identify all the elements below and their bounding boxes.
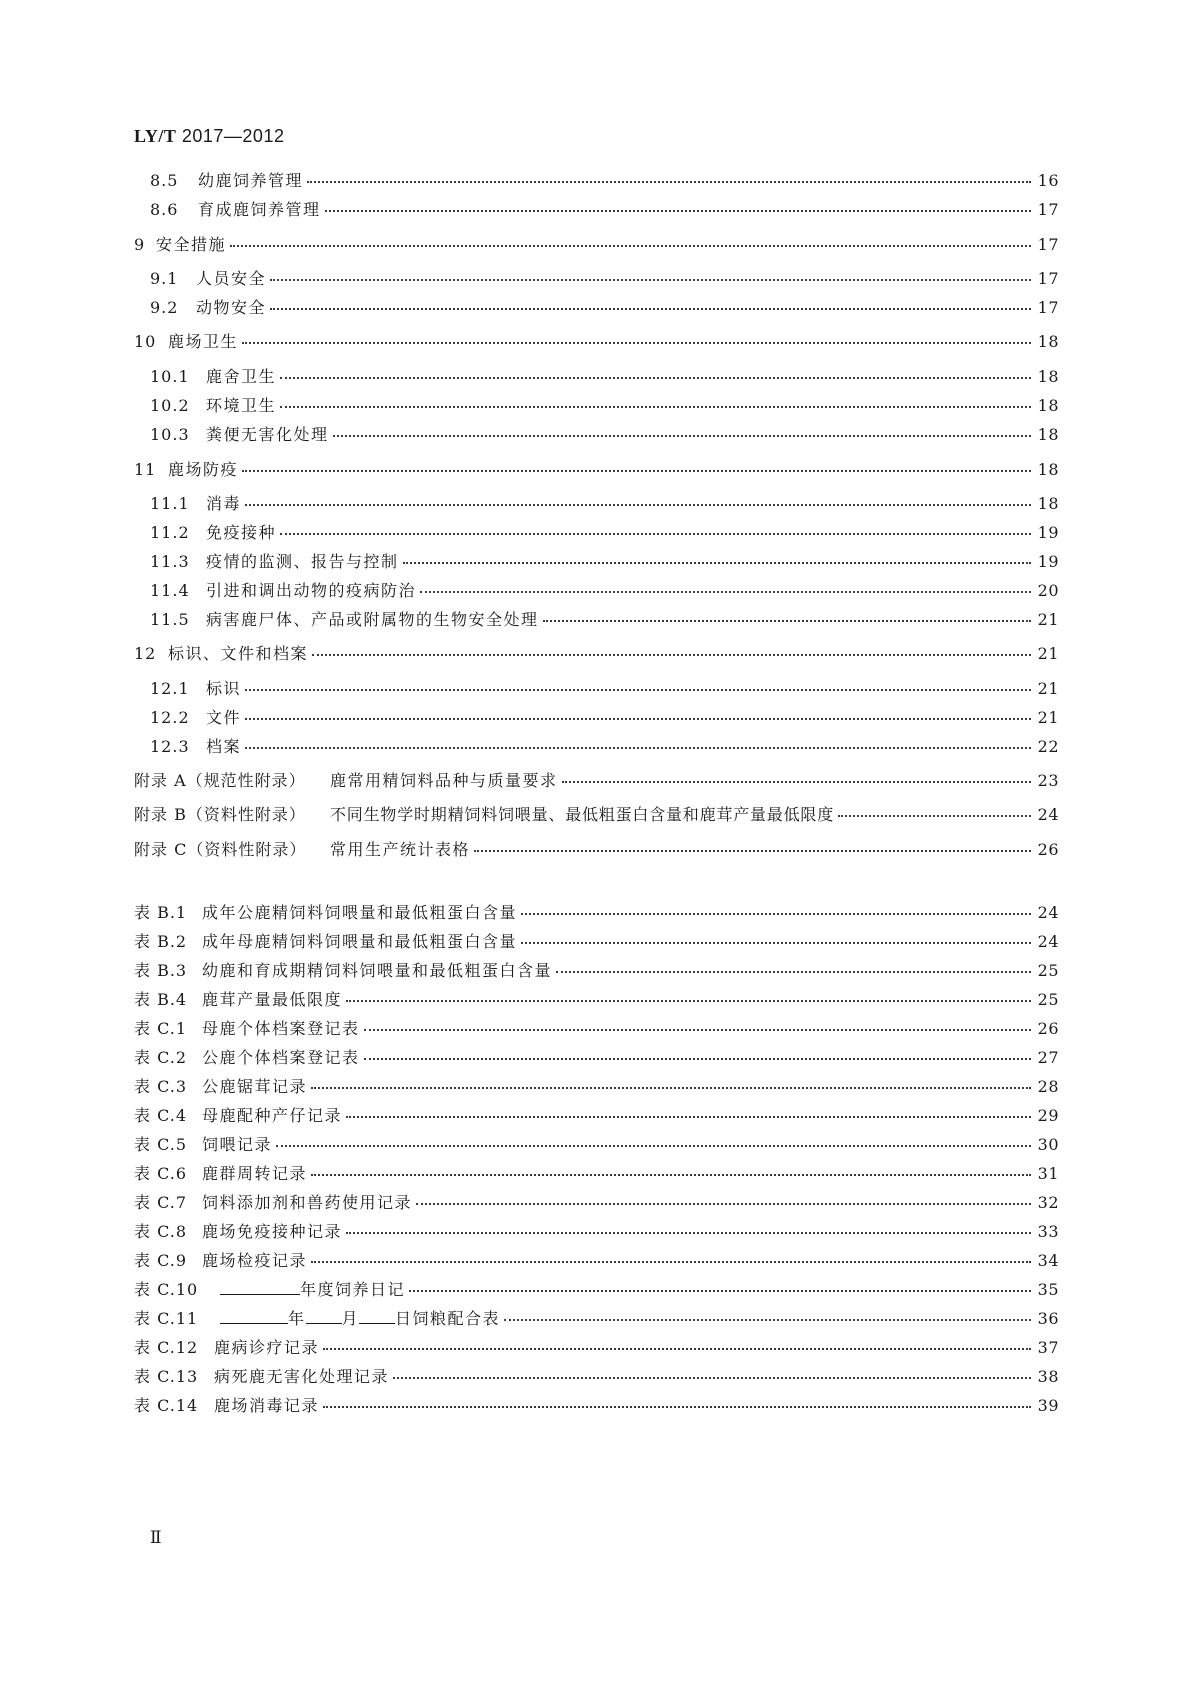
entry-page: 16 xyxy=(1037,171,1059,190)
entry-page: 21 xyxy=(1037,708,1059,727)
toc-entry-11-1[interactable] xyxy=(150,491,1059,515)
entry-number: 12.2 xyxy=(150,708,190,727)
table-title: 年度饲养日记 xyxy=(300,1280,406,1299)
entry-page: 19 xyxy=(1037,523,1059,542)
dot-leader xyxy=(280,519,1031,535)
dot-leader xyxy=(280,392,1031,408)
table-number: 表 C.13 xyxy=(134,1367,199,1386)
dot-leader xyxy=(521,899,1031,915)
toc-appendix-b[interactable] xyxy=(134,802,1059,826)
table-page: 30 xyxy=(1037,1135,1059,1154)
table-title: 成年母鹿精饲料饲喂量和最低粗蛋白含量 xyxy=(202,932,518,951)
entry-page: 18 xyxy=(1037,460,1059,479)
table-number: 表 C.4 xyxy=(134,1106,188,1125)
dot-leader xyxy=(325,196,1031,212)
dot-leader xyxy=(543,606,1031,622)
dot-leader xyxy=(276,1131,1031,1147)
dot-leader xyxy=(245,675,1031,691)
entry-page: 21 xyxy=(1037,610,1059,629)
table-title: 母鹿配种产仔记录 xyxy=(202,1106,343,1125)
entry-page: 17 xyxy=(1037,298,1059,317)
entry-page: 17 xyxy=(1037,269,1059,288)
toc-table-c7[interactable] xyxy=(134,1190,1059,1214)
entry-title: 幼鹿饲养管理 xyxy=(198,171,304,190)
entry-title: 育成鹿饲养管理 xyxy=(198,200,321,219)
entry-title: 不同生物学时期精饲料饲喂量、最低粗蛋白含量和鹿茸产量最低限度 xyxy=(330,805,835,824)
table-number: 表 C.11 xyxy=(134,1309,199,1328)
table-page: 39 xyxy=(1037,1396,1059,1415)
table-number: 表 C.1 xyxy=(134,1019,188,1038)
table-title: 饲料添加剂和兽药使用记录 xyxy=(202,1193,413,1212)
entry-page: 26 xyxy=(1037,840,1059,859)
table-page: 33 xyxy=(1037,1222,1059,1241)
table-title: 鹿茸产量最低限度 xyxy=(202,990,343,1009)
table-number: 表 B.3 xyxy=(134,961,188,980)
standard-year: 2017—2012 xyxy=(181,126,285,146)
toc-entry-11[interactable] xyxy=(134,457,1059,481)
dot-leader xyxy=(312,640,1031,656)
page-number-roman: Ⅱ xyxy=(150,1528,162,1548)
entry-number: 10.2 xyxy=(150,396,190,415)
toc-appendix-a[interactable] xyxy=(134,768,1059,792)
entry-number: 9.1 xyxy=(150,269,179,288)
entry-number: 11.3 xyxy=(150,552,190,571)
table-page: 37 xyxy=(1037,1338,1059,1357)
entry-page: 18 xyxy=(1037,367,1059,386)
toc-entry-12-1[interactable] xyxy=(150,676,1059,700)
toc-table-c11[interactable] xyxy=(134,1306,1059,1330)
toc-table-c5[interactable] xyxy=(134,1132,1059,1156)
table-page: 34 xyxy=(1037,1251,1059,1270)
table-number: 表 C.14 xyxy=(134,1396,199,1415)
dot-leader xyxy=(333,421,1031,437)
table-title: 公鹿个体档案登记表 xyxy=(202,1048,360,1067)
toc-entry-8-5[interactable] xyxy=(150,168,1059,192)
entry-number: 12 xyxy=(134,644,157,663)
table-number: 表 C.9 xyxy=(134,1251,188,1270)
table-page: 25 xyxy=(1037,961,1059,980)
table-number: 表 C.7 xyxy=(134,1193,188,1212)
dot-leader xyxy=(242,328,1031,344)
toc-table-b4[interactable] xyxy=(134,987,1059,1011)
entry-title: 鹿常用精饲料品种与质量要求 xyxy=(330,771,558,790)
entry-title: 鹿场防疫 xyxy=(168,460,239,479)
entry-page: 23 xyxy=(1037,771,1059,790)
entry-title: 消毒 xyxy=(206,494,242,513)
toc-entry-9[interactable] xyxy=(134,232,1059,256)
toc-entry-8-6[interactable] xyxy=(150,197,1059,221)
dot-leader xyxy=(346,986,1031,1002)
dot-leader xyxy=(323,1392,1031,1408)
table-title: 病死鹿无害化处理记录 xyxy=(214,1367,390,1386)
table-page: 24 xyxy=(1037,903,1059,922)
day-blank xyxy=(359,1307,395,1324)
entry-number: 11.5 xyxy=(150,610,190,629)
dot-leader xyxy=(556,957,1031,973)
entry-number: 10 xyxy=(134,332,157,351)
dot-leader xyxy=(838,801,1031,817)
dot-leader xyxy=(393,1363,1031,1379)
entry-number: 11.4 xyxy=(150,581,190,600)
table-page: 36 xyxy=(1037,1309,1059,1328)
entry-number: 10.1 xyxy=(150,367,190,386)
entry-number: 9 xyxy=(134,235,146,254)
table-number: 表 C.3 xyxy=(134,1077,188,1096)
dot-leader xyxy=(230,231,1031,247)
entry-page: 22 xyxy=(1037,737,1059,756)
entry-title: 常用生产统计表格 xyxy=(330,840,471,859)
toc-table-c1[interactable] xyxy=(134,1016,1059,1040)
toc-entry-12-2[interactable] xyxy=(150,705,1059,729)
entry-title: 鹿舍卫生 xyxy=(206,367,277,386)
dot-leader xyxy=(323,1334,1031,1350)
dot-leader xyxy=(364,1044,1031,1060)
year-blank xyxy=(220,1278,300,1295)
toc-table-c4[interactable] xyxy=(134,1103,1059,1127)
toc-entry-11-4[interactable] xyxy=(150,578,1059,602)
table-number: 表 C.2 xyxy=(134,1048,188,1067)
entry-title: 动物安全 xyxy=(196,298,267,317)
toc-entry-10[interactable] xyxy=(134,329,1059,353)
table-title: 鹿群周转记录 xyxy=(202,1164,308,1183)
toc-entry-11-2[interactable] xyxy=(150,520,1059,544)
toc-table-c6[interactable] xyxy=(134,1161,1059,1185)
entry-number: 附录 B（资料性附录） xyxy=(134,805,306,824)
dot-leader xyxy=(311,1247,1031,1263)
entry-title: 人员安全 xyxy=(196,269,267,288)
entry-page: 24 xyxy=(1037,805,1059,824)
toc-table-b2[interactable] xyxy=(134,929,1059,953)
entry-number: 8.5 xyxy=(150,171,179,190)
entry-page: 21 xyxy=(1037,679,1059,698)
toc-appendix-c[interactable] xyxy=(134,837,1059,861)
table-title: 鹿场免疫接种记录 xyxy=(202,1222,343,1241)
table-number: 表 C.5 xyxy=(134,1135,188,1154)
table-page: 24 xyxy=(1037,932,1059,951)
table-title: 成年公鹿精饲料饲喂量和最低粗蛋白含量 xyxy=(202,903,518,922)
table-page: 28 xyxy=(1037,1077,1059,1096)
dot-leader xyxy=(521,928,1031,944)
year-blank xyxy=(220,1307,288,1324)
dot-leader xyxy=(270,294,1031,310)
toc-entry-11-5[interactable] xyxy=(150,607,1059,631)
entry-page: 19 xyxy=(1037,552,1059,571)
table-page: 25 xyxy=(1037,990,1059,1009)
entry-title: 免疫接种 xyxy=(206,523,277,542)
dot-leader xyxy=(420,577,1031,593)
table-title: 母鹿个体档案登记表 xyxy=(202,1019,360,1038)
dot-leader xyxy=(242,456,1031,472)
toc-entry-12-3[interactable] xyxy=(150,734,1059,758)
toc-table-c9[interactable] xyxy=(134,1248,1059,1272)
month-blank xyxy=(306,1307,342,1324)
table-title: 饲喂记录 xyxy=(202,1135,273,1154)
dot-leader xyxy=(245,704,1031,720)
entry-number: 12.3 xyxy=(150,737,190,756)
dot-leader xyxy=(416,1189,1031,1205)
table-page: 32 xyxy=(1037,1193,1059,1212)
table-page: 35 xyxy=(1037,1280,1059,1299)
toc-entry-11-3[interactable] xyxy=(150,549,1059,573)
dot-leader xyxy=(409,1276,1031,1292)
dot-leader xyxy=(364,1015,1031,1031)
entry-number: 11.1 xyxy=(150,494,190,513)
entry-page: 17 xyxy=(1037,200,1059,219)
entry-number: 10.3 xyxy=(150,425,190,444)
dot-leader xyxy=(562,767,1031,783)
dot-leader xyxy=(403,548,1031,564)
entry-number: 8.6 xyxy=(150,200,179,219)
toc-entry-10-3[interactable] xyxy=(150,422,1059,446)
toc-table-c10[interactable] xyxy=(134,1277,1059,1301)
dot-leader xyxy=(307,167,1031,183)
entry-title: 疫情的监测、报告与控制 xyxy=(206,552,399,571)
toc-table-b1[interactable] xyxy=(134,900,1059,924)
dot-leader xyxy=(311,1073,1031,1089)
title-year: 年 xyxy=(288,1309,306,1328)
entry-number: 12.1 xyxy=(150,679,190,698)
toc-table-c14[interactable] xyxy=(134,1393,1059,1417)
table-page: 29 xyxy=(1037,1106,1059,1125)
entry-title: 文件 xyxy=(206,708,242,727)
dot-leader xyxy=(504,1305,1031,1321)
standard-code: LY/T xyxy=(134,126,177,146)
entry-title: 安全措施 xyxy=(156,235,227,254)
table-number: 表 B.4 xyxy=(134,990,188,1009)
entry-title: 环境卫生 xyxy=(206,396,277,415)
entry-number: 11.2 xyxy=(150,523,190,542)
toc-table-c2[interactable] xyxy=(134,1045,1059,1069)
entry-page: 18 xyxy=(1037,494,1059,513)
entry-title: 粪便无害化处理 xyxy=(206,425,329,444)
entry-number: 附录 A（规范性附录） xyxy=(134,771,306,790)
entry-page: 18 xyxy=(1037,396,1059,415)
entry-title: 病害鹿尸体、产品或附属物的生物安全处理 xyxy=(206,610,539,629)
dot-leader xyxy=(346,1102,1031,1118)
table-page: 27 xyxy=(1037,1048,1059,1067)
entry-title: 引进和调出动物的疫病防治 xyxy=(206,581,417,600)
table-title: 幼鹿和育成期精饲料饲喂量和最低粗蛋白含量 xyxy=(202,961,553,980)
entry-page: 18 xyxy=(1037,332,1059,351)
dot-leader xyxy=(346,1218,1031,1234)
toc-entry-12[interactable] xyxy=(134,641,1059,665)
toc-table-c8[interactable] xyxy=(134,1219,1059,1243)
table-title: 鹿场消毒记录 xyxy=(214,1396,320,1415)
toc-table-c13[interactable] xyxy=(134,1364,1059,1388)
table-number: 表 B.1 xyxy=(134,903,188,922)
toc-table-c12[interactable] xyxy=(134,1335,1059,1359)
table-title: 鹿病诊疗记录 xyxy=(214,1338,320,1357)
entry-title: 鹿场卫生 xyxy=(168,332,239,351)
toc-table-c3[interactable] xyxy=(134,1074,1059,1098)
entry-number: 9.2 xyxy=(150,298,179,317)
toc-table-b3[interactable] xyxy=(134,958,1059,982)
entry-number: 附录 C（资料性附录） xyxy=(134,840,307,859)
table-number: 表 B.2 xyxy=(134,932,188,951)
table-number: 表 C.6 xyxy=(134,1164,188,1183)
entry-page: 18 xyxy=(1037,425,1059,444)
table-page: 26 xyxy=(1037,1019,1059,1038)
title-month: 月 xyxy=(341,1309,360,1328)
entry-title: 标识、文件和档案 xyxy=(168,644,309,663)
dot-leader xyxy=(245,490,1031,506)
table-number: 表 C.8 xyxy=(134,1222,188,1241)
toc-entry-10-1[interactable] xyxy=(150,364,1059,388)
entry-title: 标识 xyxy=(206,679,242,698)
entry-page: 17 xyxy=(1037,235,1059,254)
toc-entry-9-1[interactable] xyxy=(150,266,1059,290)
table-title: 鹿场检疫记录 xyxy=(202,1251,308,1270)
entry-page: 20 xyxy=(1037,581,1059,600)
table-page: 31 xyxy=(1037,1164,1059,1183)
table-number: 表 C.12 xyxy=(134,1338,199,1357)
table-title: 公鹿锯茸记录 xyxy=(202,1077,308,1096)
entry-title: 档案 xyxy=(206,737,242,756)
table-number: 表 C.10 xyxy=(134,1280,199,1299)
entry-number: 11 xyxy=(134,460,157,479)
dot-leader xyxy=(311,1160,1031,1176)
dot-leader xyxy=(474,836,1031,852)
dot-leader xyxy=(245,733,1031,749)
dot-leader xyxy=(280,363,1031,379)
table-page: 38 xyxy=(1037,1367,1059,1386)
dot-leader xyxy=(270,265,1031,281)
table-title: 日饲粮配合表 xyxy=(395,1309,501,1328)
toc-entry-9-2[interactable] xyxy=(150,295,1059,319)
toc-entry-10-2[interactable] xyxy=(150,393,1059,417)
entry-page: 21 xyxy=(1037,644,1059,663)
